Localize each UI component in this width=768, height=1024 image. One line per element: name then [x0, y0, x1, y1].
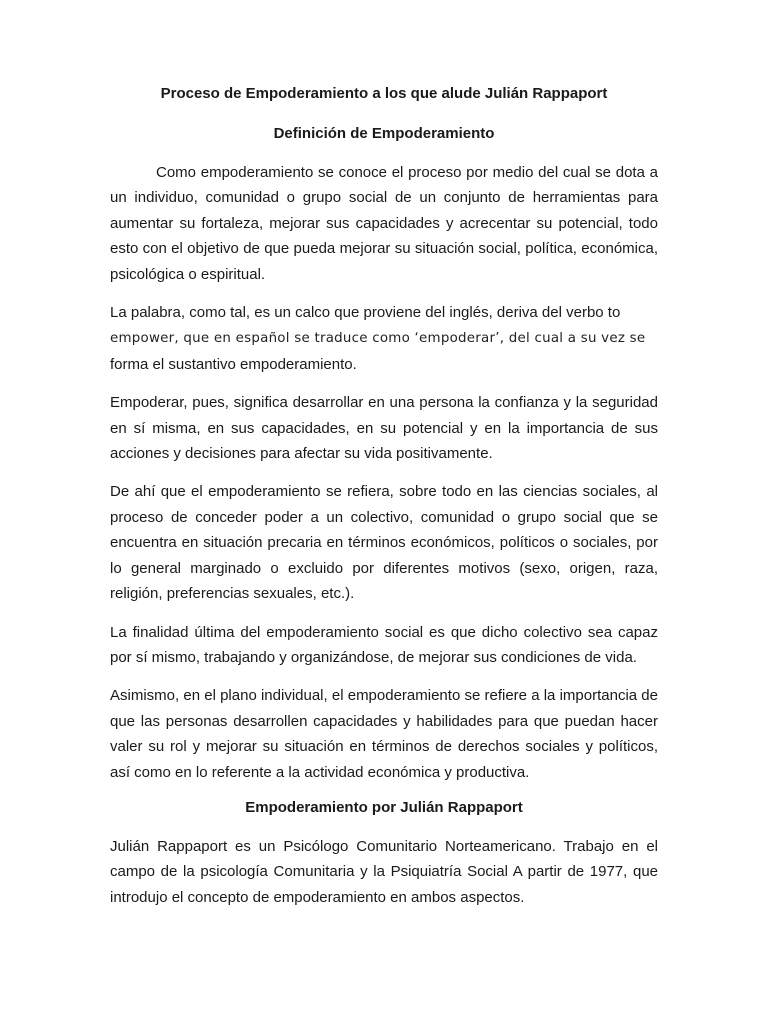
- paragraph-etymology: [110, 300, 658, 377]
- paragraph-rappaport: Julián Rappaport es un Psicólogo Comunitario Norteamericano. Trabajo en el campo de la psicología Comunitaria y la Psiquiatría Social A partir de 1977, que introdujo el concepto de empoderamiento en ambos aspectos.: [110, 837, 658, 906]
- etymology-line-3: forma el sustantivo empoderamiento.: [110, 355, 357, 373]
- paragraph-individual: Asimismo, en el plano individual, el empoderamiento se refiere a la importancia de que las personas desarrollen capacidades y habilidades para que puedan hacer valer su rol y mejorar su situación en términos de derechos sociales y políticos, así como en lo referente a la actividad económica y productiva.: [110, 687, 658, 781]
- paragraph-social-sciences: De ahí que el empoderamiento se refiera, sobre todo en las ciencias sociales, al proceso de conceder poder a un colectivo, comunidad o grupo social que se encuentra en situación precaria en términos económicos, políticos o sociales, por lo general marginado o excluido por diferentes motivos (sexo, origen, raza, religión, preferencias sexuales, etc.).: [110, 483, 658, 603]
- paragraph-meaning: Empoderar, pues, significa desarrollar en una persona la confianza y la seguridad en sí misma, en sus capacidades, en su potencial y en la importancia de sus acciones y decisiones para afectar su vida positivamente.: [110, 394, 658, 463]
- section-title-rappaport: Empoderamiento por Julián Rappaport: [245, 798, 523, 816]
- paragraph-purpose: La finalidad última del empoderamiento social es que dicho colectivo sea capaz por sí mismo, trabajando y organizándose, de mejorar sus condiciones de vida.: [110, 623, 658, 666]
- etymology-line-1: La palabra, como tal, es un calco que proviene del inglés, deriva del verbo to: [110, 304, 621, 322]
- section-title-definition: Definición de Empoderamiento: [273, 125, 495, 142]
- document-title: Proceso de Empoderamiento a los que alude Julián Rappaport: [160, 85, 608, 102]
- paragraph-definition: Como empoderamiento se conoce el proceso por medio del cual se dota a un individuo, comunidad o grupo social de un conjunto de herramientas para aumentar su fortaleza, mejorar sus capacidades y acrecentar su potencial, todo esto con el objetivo de que pueda mejorar su situación social, política, económica, psicológica o espiritual.: [110, 164, 658, 283]
- etymology-line-2: empower, que en español se traduce como ‘empoderar’, del cual a su vez se: [110, 331, 646, 347]
